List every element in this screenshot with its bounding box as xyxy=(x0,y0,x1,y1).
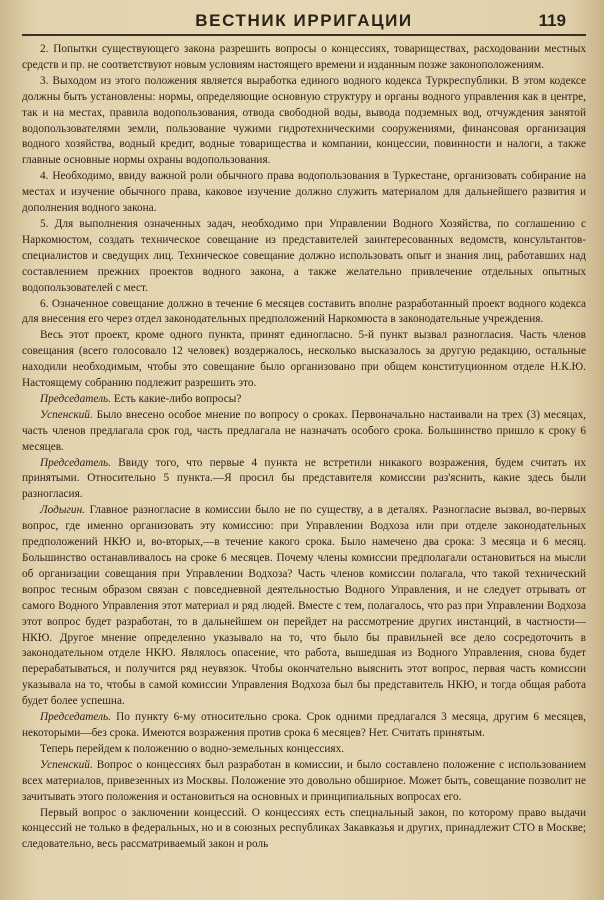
paragraph-text: 2. Попытки существующего закона разрешить вопросы о концессиях, товариществах, расходовании местных средств и пр. не соответствуют новым условиям настоящего времени и изданным позже законоположениям. xyxy=(22,43,586,71)
paragraph-text: Весь этот проект, кроме одного пункта, принят единогласно. 5-й пункт вызвал разногласия. Часть членов совещания (всего голосовало 12 человек) воздержалось, несколько высказалось за другую редакцию, остальные находили необходимым, чтобы это совещание было организовано при общем конституционном отделе Н.К.Ю. Настоящему собранию подлежит разрешить это. xyxy=(22,329,586,390)
dialogue-paragraph xyxy=(22,503,586,710)
speaker-name: Успенский. xyxy=(40,758,93,771)
paragraph xyxy=(22,74,586,169)
speaker-name: Председатель. xyxy=(40,392,111,405)
paragraph-text: Было внесено особое мнение по вопросу о сроках. Первоначально настаивали на трех (3) месяцах, часть членов предлагала срок год, часть предлагала не назначать особого срока. Большинство пришло к сроку 6 месяцев. xyxy=(22,408,586,453)
dialogue-paragraph xyxy=(22,392,586,408)
paragraph-text: Есть какие-либо вопросы? xyxy=(111,392,242,405)
paragraph-text: Теперь перейдем к положению о водно-земельных концессиях. xyxy=(40,742,345,755)
paragraph-text: 3. Выходом из этого положения является выработка единого водного кодекса Туркреспублики. В этом кодексе должны быть установлены: нормы, определяющие основную структуру и органы водного управления как в центре, так и на местах, правила водопользования, отвода свободной воды, вывода подземных вод, отчуждения занятой водопользователями земли, пользование чужими гидротехническими сооружениями, финансовая организация водного хозяйства, водный кредит, водные товарищества и компании, концессии, повинности и налоги, а также главные основные нормы охраны водопользования. xyxy=(22,74,586,167)
paragraph-text: 6. Означенное совещание должно в течение 6 месяцев составить вполне разработанный проект водного кодекса для внесения его через отдел законодательных предположений Наркомюста в законодательные учреждения. xyxy=(22,297,586,326)
paragraph xyxy=(22,217,586,297)
speaker-name: Председатель. xyxy=(40,711,111,724)
dialogue-paragraph xyxy=(22,710,586,742)
paragraph-text: Ввиду того, что первые 4 пункта не встретили никакого возражения, будем считать их принятыми. Относительно 5 пункта.—Я просил бы представителя комиссии раз'яснить, какие здесь были разногласия. xyxy=(22,456,586,501)
paragraph-text: Главное разногласие в комиссии было не по существу, а в деталях. Разногласие вызвал, во-первых вопрос, где именно организовать эту комиссию: при Управлении Водхоза или при отделе законодательных предположений НКЮ и, во-вторых,—в течение какого срока. Было намечено два срока: 3 месяца и 6 месяц. Большинство останавливалось на сроке 6 месяцев. Почему члены комиссии предполагали остановиться на мысли об организации совещания при Управлении Водхоза? Часть членов комиссии полагала, что такой технический вопрос тесным образом связан с повседневной деятельностью Водного Управления, и не следует отрывать от самого Водного Управления этот материал и ряд людей. Вместе с тем, полагалось, что раз при Управлении Водхоза этот вопрос будет разработан, то в дальнейшем он перейдет на рассмотрение других инстанций, в частности—НКЮ. Другое мнение определенно указывало на то, что было бы правильней все дело сосредоточить в законодательном отделе НКЮ. Являлось опасение, что работа, вышедшая из Водного Управления, снова будет перерабатываться, и получится ряд неувязок. Чтобы окончательно выяснить этот вопрос, первая часть комиссии указывала на то, чтобы в самой комиссии Управления Водхоза был бы представитель НКЮ, и тогда общая работа будет более успешна. xyxy=(22,504,586,708)
paragraph-text: По пункту 6-му относительно срока. Срок одними предлагался 3 месяца, другим 6 месяцев, некоторыми—без срока. Имеются возражения против срока 6 месяцев? Нет. Считать принятым. xyxy=(22,711,586,739)
paragraph-text: Вопрос о концессиях был разработан в комиссии, и было составлено положение с использованием всех материалов, привезенных из Москвы. Положение это довольно обширное. Может быть, совещание позволит не зачитывать этого положения и остановиться на основных и принципиальных вопросах его. xyxy=(22,758,586,803)
paragraph xyxy=(22,169,586,217)
paragraph-text: 5. Для выполнения означенных задач, необходимо при Управлении Водного Хозяйства, по соглашению с Наркомюстом, создать техническое совещание из представителей заинтересованных ведомств, консультантов-специалистов и сведущих лиц. Техническое совещание должно использовать опыт и знания лиц, работавших над составлением прежних проектов водного закона, а также желательно привлечение отдельных опытных водопользователей с мест. xyxy=(22,217,586,294)
paragraph xyxy=(22,742,586,758)
paragraph xyxy=(22,328,586,392)
speaker-name: Председатель. xyxy=(40,456,111,469)
paragraph-text: 4. Необходимо, ввиду важной роли обычного права водопользования в Туркестане, организовать собирание на местах и изучение обычного права, каковое изучение должно служить материалом для дальнейшего развития и дополнения водного закона. xyxy=(22,170,586,215)
speaker-name: Успенский. xyxy=(40,408,93,421)
paragraph xyxy=(22,42,586,74)
dialogue-paragraph xyxy=(22,758,586,806)
dialogue-paragraph xyxy=(22,408,586,456)
page-header xyxy=(22,0,586,36)
journal-title: ВЕСТНИК ИРРИГАЦИИ xyxy=(195,11,413,30)
page-number: 119 xyxy=(538,11,566,30)
paragraph xyxy=(22,297,586,329)
paragraph-text: Первый вопрос о заключении концессий. О концессиях есть специальный закон, по которому право выдачи концессий не только в федеральных, но и в союзных республиках Закавказья и других, принадлежит СТО в Москве; следовательно, весь рассматриваемый закон и роль xyxy=(22,806,586,851)
article-body xyxy=(22,36,586,853)
dialogue-paragraph xyxy=(22,456,586,504)
paragraph xyxy=(22,806,586,854)
speaker-name: Лодыгин. xyxy=(40,504,85,517)
